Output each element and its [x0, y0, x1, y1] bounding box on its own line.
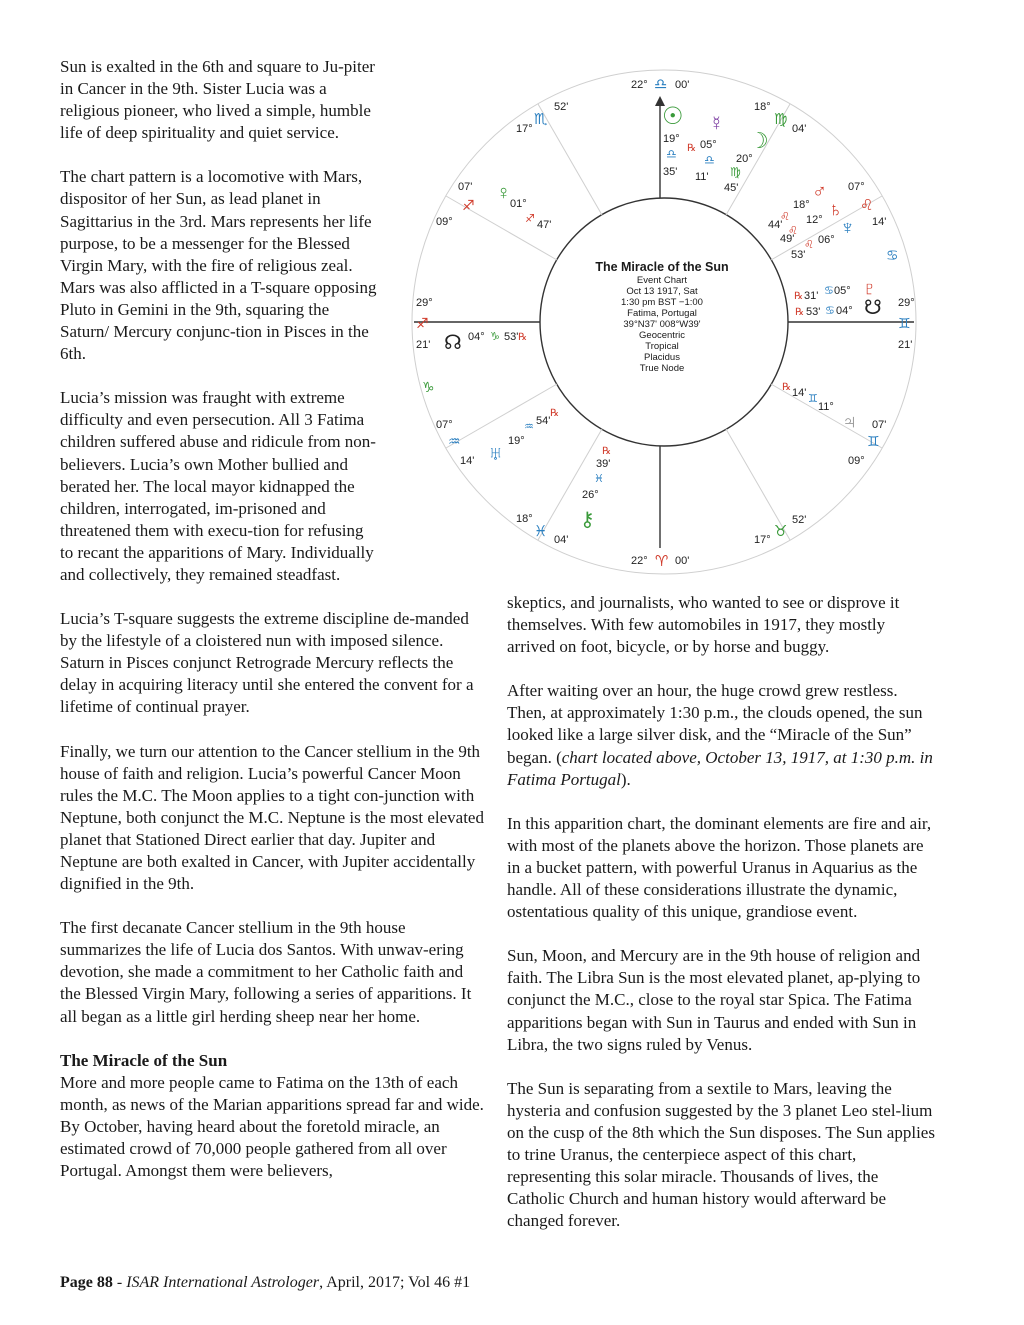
paragraph-text: ).: [620, 769, 631, 789]
retrograde-icon: ℞: [795, 307, 804, 318]
paragraph: skeptics, and journalists, who wanted to see or disprove it themselves. With few automobiles in 1917, they mostly arrived on foot, bicycle, or by horse and buggy.: [507, 593, 900, 657]
chart-info-line: Tropical: [645, 341, 679, 352]
north-node-degree: 04°: [468, 331, 485, 343]
aquarius-sign-icon: ♒: [524, 421, 534, 433]
uranus-icon: ♅: [488, 443, 503, 465]
mercury-degree: 05°: [700, 139, 717, 151]
chart-info-line: 39°N37' 008°W39': [623, 319, 701, 330]
footer-separator: -: [112, 1274, 127, 1291]
chart-info: [595, 260, 728, 374]
cusp-8-minutes: 14': [872, 216, 887, 228]
cusp-line-11: [538, 104, 602, 215]
moon-degree: 20°: [736, 153, 753, 165]
pisces-sign-icon: ♓: [594, 473, 604, 485]
north-node-icon: ☊: [444, 332, 462, 354]
chiron-degree: 26°: [582, 489, 599, 501]
chart-info-line: Geocentric: [639, 330, 685, 341]
chart-info-line: 1:30 pm BST −1:00: [621, 297, 703, 308]
cusp-6-minutes: 07': [872, 419, 887, 431]
cusp-5-degree: 17°: [754, 534, 771, 546]
dsc-minutes: 21': [898, 339, 913, 351]
paragraph: Lucia’s mission was fraught with extreme difficulty and even persecution. All 3 Fatima children suffered abuse and ridicule from non-believers. Lucia’s own Mother bullied and berated her. The local mayor kidnapped the children, interrogated, im-prisoned and threatened them with execu-tion for refusing to recant the apparitions of Mary. Individually and collectively, they remained steadfast.: [60, 388, 376, 584]
cancer-sign-icon: ♋: [886, 247, 899, 263]
mc-degree: 22°: [631, 79, 648, 91]
chart-info-line: Fatima, Portugal: [627, 308, 697, 319]
cusp-2-degree: 07°: [436, 419, 453, 431]
sun-degree: 19°: [663, 133, 680, 145]
cusp-11-degree: 17°: [516, 123, 533, 135]
page-footer: [60, 1274, 470, 1292]
virgo-sign-icon: ♍: [730, 165, 741, 179]
gemini-sign-icon: ♊: [808, 393, 818, 405]
south-node-icon: ☋: [864, 297, 882, 319]
paragraph: The first decanate Cancer stellium in the 9th house summarizes the life of Lucia dos Santos. With unwav-ering devotion, she made a commitment to her Catholic faith and the Blessed Virgin Mary, following a series of apparitions. It all began as a little girl herding sheep near her home.: [60, 918, 472, 1026]
paragraph: Sun is exalted in the 6th and square to Ju-piter in Cancer in the 9th. Sister Lucia was a religious pioneer, who lived a simple, humble life of deep spirituality and quiet service.: [60, 57, 375, 143]
retrograde-icon: ℞: [518, 332, 527, 343]
dsc-degree: 29°: [898, 297, 915, 309]
pluto-icon: ♇: [862, 278, 877, 300]
mars-icon: ♂: [812, 181, 827, 203]
mars-minutes: 44': [768, 219, 783, 231]
chiron-icon: ⚷: [580, 509, 595, 531]
cancer-sign-icon: ♋: [824, 285, 834, 297]
chart-info-line: Placidus: [644, 352, 680, 363]
gemini-sign-icon: ♊: [898, 315, 911, 331]
neptune-degree: 06°: [818, 234, 835, 246]
sun-minutes: 35': [663, 166, 678, 178]
mercury-minutes: 11': [695, 171, 709, 183]
moon-icon: ☽: [749, 128, 769, 153]
saturn-degree: 12°: [806, 214, 823, 226]
south-node-degree: 04°: [836, 305, 853, 317]
retrograde-icon: ℞: [687, 143, 696, 154]
north-node-minutes: 53': [504, 331, 519, 343]
aquarius-sign-icon: ♒: [448, 433, 461, 449]
neptune-icon: ♆: [840, 217, 855, 239]
leo-sign-icon: ♌: [788, 225, 798, 237]
section-heading: The Miracle of the Sun: [60, 1050, 228, 1070]
chart-info-line: Event Chart: [636, 275, 688, 286]
taurus-sign-icon: ♉: [774, 523, 788, 540]
cusp-12-degree: 09°: [436, 216, 453, 228]
libra-sign-icon: ♎: [666, 147, 677, 161]
cusp-line-6: [771, 384, 882, 448]
retrograde-icon: ℞: [794, 291, 803, 302]
jupiter-degree: 11°: [818, 401, 834, 413]
leo-sign-icon: ♌: [780, 211, 790, 223]
pisces-sign-icon: ♓: [534, 523, 548, 540]
asc-degree: 29°: [416, 297, 433, 309]
uranus-degree: 19°: [508, 435, 525, 447]
cusp-3-degree: 18°: [516, 513, 533, 525]
jupiter-minutes: 14': [792, 387, 807, 399]
paragraph: [507, 680, 937, 790]
paragraph: The chart pattern is a locomotive with Mars, dispositor of her Sun, as lead planet in Sagittarius in the 3rd. Mars represents her life purpose, to be a messenger for the Blessed Virgin Mary, with the fire of religious zeal. Mars was also afflicted in a T-square opposing Pluto in Gemini in the 9th, squaring the Saturn/ Mercury conjunc-tion in Pisces in the 6th.: [60, 167, 377, 364]
chart-reference: chart located above, October 13, 1917, at 1:30 p.m. in Fatima Portugal: [507, 747, 933, 789]
sagittarius-sign-icon: ♐: [416, 315, 429, 331]
sun-icon: ☉: [662, 103, 684, 130]
retrograde-icon: ℞: [550, 408, 559, 419]
chart-title: The Miracle of the Sun: [595, 260, 729, 274]
mc-minutes: 00': [675, 79, 690, 91]
chiron-minutes: 39': [596, 458, 611, 470]
venus-icon: ♀: [496, 182, 511, 204]
capricorn-sign-icon: ♑: [422, 379, 435, 395]
paragraph: Finally, we turn our attention to the Cancer stellium in the 9th house of faith and religion. Lucia’s powerful Cancer Moon rules the M.C. The Moon applies to a tight con-junction with Neptune, both conjunct the M.C. Neptune is the most elevated planet that Stationed Direct earlier that day. Jupiter and Neptune are both exalted in Cancer, with Jupiter accidentally dignified in the 9th.: [60, 741, 484, 894]
jupiter-icon: ♃: [842, 411, 857, 433]
saturn-icon: ♄: [828, 199, 843, 221]
cusp-3-minutes: 04': [554, 534, 569, 546]
virgo-sign-icon: ♍: [774, 111, 788, 128]
journal-name: ISAR International Astrologer: [126, 1274, 320, 1291]
issue-details: , April, 2017; Vol 46 #1: [319, 1274, 471, 1291]
scorpio-sign-icon: ♏: [534, 111, 548, 128]
gemini-sign-icon: ♊: [867, 433, 880, 449]
ic-degree: 22°: [631, 555, 648, 567]
paragraph: More and more people came to Fatima on the 13th of each month, as news of the Marian apparitions spread far and wide. By October, having heard about the foretold miracle, an estimated crowd of 70,000 people gathered from all over Portugal. Amongst them were believers,: [60, 1072, 484, 1181]
sagittarius-sign-icon: ♐: [462, 197, 475, 213]
neptune-minutes: 53': [791, 249, 806, 261]
moon-minutes: 45': [724, 182, 739, 194]
chart-info-line: True Node: [639, 363, 685, 374]
sagittarius-sign-icon: ♐: [525, 213, 535, 225]
uranus-minutes: 54': [536, 415, 551, 427]
libra-sign-icon: ♎: [704, 153, 715, 167]
cusp-5-minutes: 52': [792, 514, 807, 526]
cusp-11-minutes: 52': [554, 101, 569, 113]
pluto-minutes: 31': [804, 290, 819, 302]
cusp-10r-degree: 18°: [754, 101, 771, 113]
chart-info-line: Oct 13 1917, Sat: [626, 286, 698, 297]
south-node-minutes: 53': [806, 306, 821, 318]
right-column: [507, 592, 937, 1254]
paragraph-text: After waiting over an hour, the huge crowd grew restless. Then, at approximately 1:30 p.m., the clouds opened, the sun looked like a large silver disk, and the “Miracle of the Sun” began. (: [507, 681, 923, 767]
cancer-sign-icon: ♋: [825, 305, 835, 317]
venus-minutes: 47': [537, 219, 552, 231]
paragraph: Sun, Moon, and Mercury are in the 9th house of religion and faith. The Libra Sun is the most elevated planet, ap-plying to conjunct the M.C., close to the royal star Spica. The Fatima apparitions began with Sun in Taurus and ended with Sun in Libra, the two signs ruled by Venus.: [507, 946, 921, 1054]
venus-degree: 01°: [510, 198, 527, 210]
page-number: Page 88: [60, 1274, 113, 1291]
retrograde-icon: ℞: [602, 446, 611, 457]
asc-minutes: 21': [416, 339, 431, 351]
cusp-8-degree: 07°: [848, 181, 865, 193]
paragraph: In this apparition chart, the dominant elements are fire and air, with most of the planets above the horizon. Those planets are in a bucket pattern, with powerful Uranus in Aquarius as the handle. All of these considerations illustrate the dynamic, ostentatious quality of this unique, grandiose event.: [507, 813, 932, 922]
leo-sign-icon: ♌: [804, 239, 814, 251]
mars-degree: 18°: [793, 199, 810, 211]
mercury-icon: ☿: [709, 113, 724, 135]
pluto-degree: 05°: [834, 285, 851, 297]
cusp-10r-minutes: 04': [792, 123, 807, 135]
ic-minutes: 00': [675, 555, 690, 567]
saturn-minutes: 49': [780, 233, 795, 245]
cusp-2-minutes: 14': [460, 455, 475, 467]
retrograde-icon: ℞: [782, 382, 791, 393]
paragraph: Lucia’s T-square suggests the extreme discipline de-manded by the lifestyle of a cloistered nun with imposed silence. Saturn in Pisces conjunct Retrograde Mercury reflects the delay in acquiring literacy until she entered the convent for a lifetime of continual prayer.: [60, 609, 474, 717]
paragraph: The Sun is separating from a sextile to Mars, leaving the hysteria and confusion suggested by the 3 planet Leo stel-lium on the cusp of the 8th which the Sun disposes. The Sun applies to trine Uranus, the centerpiece aspect of this chart, representing this solar miracle. Thousands of lives, the Catholic Church and human history would afterward be changed forever.: [507, 1078, 935, 1231]
aries-sign-icon: ♈: [655, 553, 669, 570]
astrology-chart-wheel: [404, 62, 924, 582]
leo-sign-icon: ♌: [860, 197, 874, 214]
libra-sign-icon: ♎: [654, 76, 668, 93]
cusp-6-degree: 09°: [848, 455, 865, 467]
capricorn-sign-icon: ♑: [490, 331, 500, 343]
cusp-12-minutes: 07': [458, 181, 473, 193]
